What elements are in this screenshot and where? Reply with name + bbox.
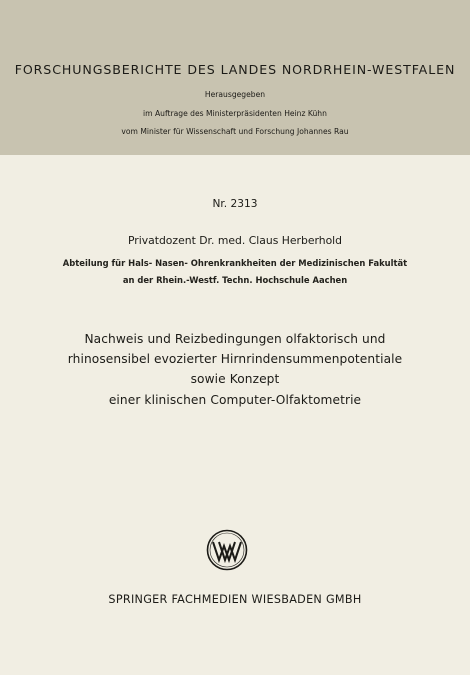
report-number: Nr. 2313: [212, 198, 258, 210]
commission-line-1: im Auftrage des Ministerpräsidenten Heinz Kühn: [143, 109, 327, 118]
title-line-2: rhinosensibel evozierter Hirnrindensummenpotentiale: [67, 352, 403, 366]
herausgegeben-label: Herausgegeben: [204, 90, 266, 99]
title-line-4: einer klinischen Computer-Olfaktometrie: [108, 393, 362, 407]
title-line-3: sowie Konzept: [190, 372, 280, 386]
westdeutscher-verlag-ww-logo-icon: [206, 529, 248, 571]
affiliation-line-2: an der Rhein.-Westf. Techn. Hochschule Aachen: [122, 275, 348, 285]
series-title: FORSCHUNGSBERICHTE DES LANDES NORDRHEIN-WESTFALEN: [14, 62, 456, 77]
title-line-1: Nachweis und Reizbedingungen olfaktorisch und: [84, 332, 386, 346]
affiliation-line-1: Abteilung für Hals- Nasen- Ohrenkrankheiten der Medizinischen Fakultät: [62, 258, 408, 268]
commission-line-2: vom Minister für Wissenschaft und Forschung Johannes Rau: [121, 127, 349, 136]
author: Privatdozent Dr. med. Claus Herberhold: [127, 234, 343, 247]
publisher-name: SPRINGER FACHMEDIEN WIESBADEN GMBH: [108, 593, 362, 606]
